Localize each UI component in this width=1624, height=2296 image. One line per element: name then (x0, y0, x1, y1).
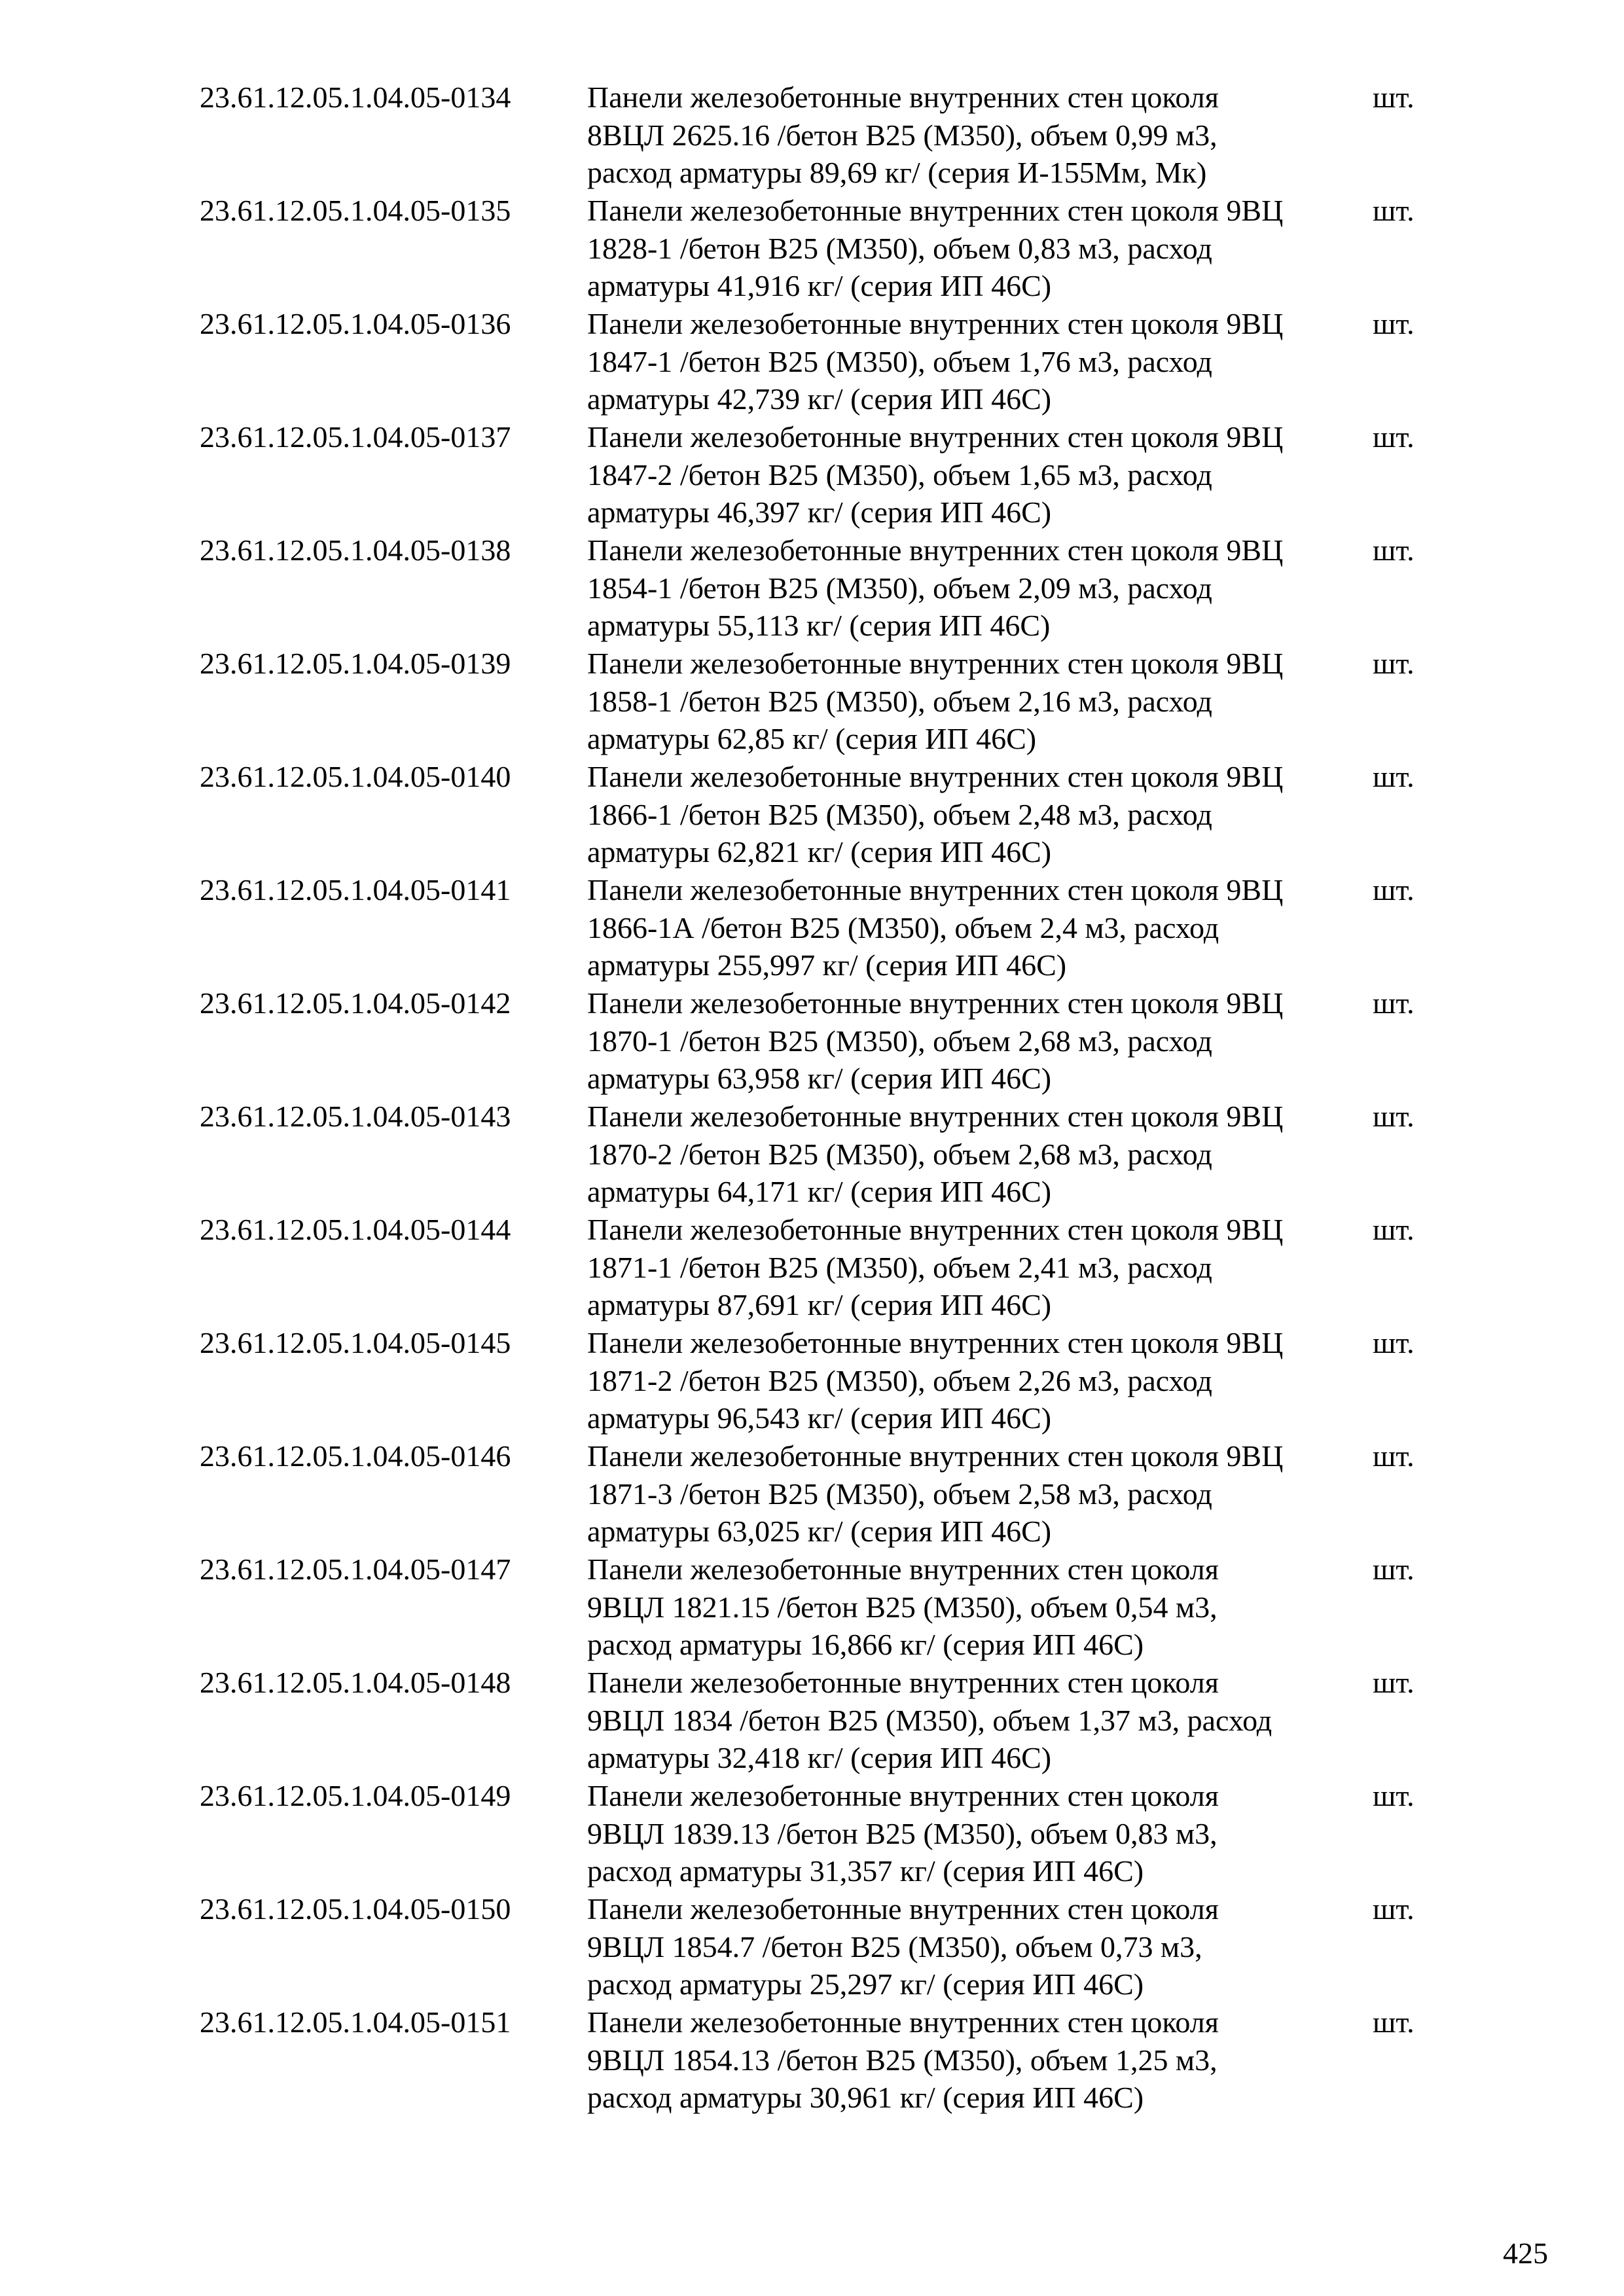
item-description (587, 2003, 1358, 2117)
list-item (200, 1324, 1443, 1437)
item-code: 23.61.12.05.1.04.05-0142 (200, 986, 511, 1020)
item-unit: шт. (1373, 194, 1415, 227)
item-description-line: Панели железобетонные внутренних стен цоколя (587, 1892, 1219, 1926)
item-unit: шт. (1373, 1439, 1415, 1473)
price-item-list (200, 79, 1443, 2117)
item-unit: шт. (1373, 533, 1415, 567)
item-unit: шт. (1373, 2005, 1415, 2039)
list-item (200, 1098, 1443, 1211)
item-description-line: арматуры 63,958 кг/ (серия ИП 46С) (587, 1062, 1052, 1096)
item-unit: шт. (1373, 647, 1415, 680)
item-description-line: Панели железобетонные внутренних стен цоколя (587, 1666, 1219, 1699)
item-description-line: арматуры 62,85 кг/ (серия ИП 46С) (587, 722, 1037, 756)
item-description-line: арматуры 63,025 кг/ (серия ИП 46С) (587, 1515, 1052, 1549)
item-description-line: 1858-1 /бетон В25 (М350), объем 2,16 м3, расход (587, 684, 1212, 718)
list-item (200, 531, 1443, 645)
list-item (200, 418, 1443, 531)
item-unit: шт. (1373, 81, 1415, 114)
item-description-line: 1866-1 /бетон В25 (М350), объем 2,48 м3, расход (587, 797, 1212, 831)
item-unit: шт. (1373, 420, 1415, 454)
item-description-line: 9ВЦЛ 1854.13 /бетон В25 (М350), объем 1,25 м3, (587, 2043, 1218, 2077)
item-description-line: арматуры 46,397 кг/ (серия ИП 46С) (587, 495, 1052, 529)
item-description-line: Панели железобетонные внутренних стен цоколя 9ВЦ (587, 873, 1284, 906)
item-description-line: Панели железобетонные внутренних стен цоколя 9ВЦ (587, 307, 1284, 340)
item-code: 23.61.12.05.1.04.05-0150 (200, 1892, 511, 1926)
item-description (587, 1664, 1358, 1777)
item-description-line: арматуры 255,997 кг/ (серия ИП 46С) (587, 948, 1067, 982)
item-unit: шт. (1373, 1326, 1415, 1359)
item-code: 23.61.12.05.1.04.05-0147 (200, 1552, 511, 1586)
item-description-line: Панели железобетонные внутренних стен цоколя (587, 2005, 1219, 2039)
list-item (200, 1437, 1443, 1551)
item-description-line: Панели железобетонные внутренних стен цоколя 9ВЦ (587, 533, 1284, 567)
item-description-line: расход арматуры 16,866 кг/ (серия ИП 46С) (587, 1628, 1144, 1662)
item-description-line: расход арматуры 30,961 кг/ (серия ИП 46С) (587, 2081, 1144, 2115)
item-description-line: Панели железобетонные внутренних стен цоколя 9ВЦ (587, 986, 1284, 1020)
item-description (587, 1777, 1358, 1890)
item-description-line: 9ВЦЛ 1834 /бетон В25 (М350), объем 1,37 м3, расход (587, 1703, 1272, 1737)
item-description-line: расход арматуры 89,69 кг/ (серия И-155Мм, Мк) (587, 156, 1207, 190)
item-description-line: расход арматуры 25,297 кг/ (серия ИП 46С) (587, 1967, 1144, 2001)
list-item (200, 79, 1443, 192)
item-description-line: Панели железобетонные внутренних стен цоколя 9ВЦ (587, 760, 1284, 793)
list-item (200, 305, 1443, 418)
item-description-line: расход арматуры 31,357 кг/ (серия ИП 46С) (587, 1854, 1144, 1888)
item-description (587, 1890, 1358, 2003)
item-description-line: арматуры 96,543 кг/ (серия ИП 46С) (587, 1401, 1052, 1435)
page-number: 425 (1503, 2236, 1548, 2270)
item-description (587, 531, 1358, 645)
item-description-line: 1847-1 /бетон В25 (М350), объем 1,76 м3, расход (587, 344, 1212, 378)
item-description-line: 1871-2 /бетон В25 (М350), объем 2,26 м3, расход (587, 1363, 1212, 1397)
item-unit: шт. (1373, 307, 1415, 340)
item-description-line: арматуры 32,418 кг/ (серия ИП 46С) (587, 1741, 1052, 1775)
list-item (200, 758, 1443, 871)
item-description-line: Панели железобетонные внутренних стен цоколя (587, 1552, 1219, 1586)
item-code: 23.61.12.05.1.04.05-0138 (200, 533, 511, 567)
item-description-line: арматуры 55,113 кг/ (серия ИП 46С) (587, 609, 1051, 643)
item-description-line: Панели железобетонные внутренних стен цоколя (587, 1779, 1219, 1812)
item-code: 23.61.12.05.1.04.05-0149 (200, 1779, 511, 1812)
list-item (200, 1551, 1443, 1664)
item-description (587, 1324, 1358, 1437)
item-description (587, 645, 1358, 758)
item-unit: шт. (1373, 1100, 1415, 1133)
item-description-line: 1854-1 /бетон В25 (М350), объем 2,09 м3, расход (587, 571, 1212, 605)
item-description-line: Панели железобетонные внутренних стен цоколя (587, 81, 1219, 114)
item-description-line: Панели железобетонные внутренних стен цоколя 9ВЦ (587, 647, 1284, 680)
list-item (200, 1211, 1443, 1324)
item-code: 23.61.12.05.1.04.05-0143 (200, 1100, 511, 1133)
item-code: 23.61.12.05.1.04.05-0136 (200, 307, 511, 340)
item-description (587, 1098, 1358, 1211)
list-item (200, 1777, 1443, 1890)
item-description-line: 1870-1 /бетон В25 (М350), объем 2,68 м3, расход (587, 1024, 1212, 1058)
item-code: 23.61.12.05.1.04.05-0134 (200, 81, 511, 114)
item-description-line: 1871-1 /бетон В25 (М350), объем 2,41 м3, расход (587, 1250, 1212, 1284)
list-item (200, 1890, 1443, 2003)
item-description-line: 9ВЦЛ 1854.7 /бетон В25 (М350), объем 0,73 м3, (587, 1929, 1202, 1964)
list-item (200, 645, 1443, 758)
item-description-line: Панели железобетонные внутренних стен цоколя 9ВЦ (587, 1326, 1284, 1359)
item-unit: шт. (1373, 1213, 1415, 1246)
item-code: 23.61.12.05.1.04.05-0145 (200, 1326, 511, 1359)
item-description (587, 1551, 1358, 1664)
item-description-line: арматуры 62,821 кг/ (серия ИП 46С) (587, 835, 1052, 869)
item-code: 23.61.12.05.1.04.05-0144 (200, 1213, 511, 1246)
item-description-line: 1871-3 /бетон В25 (М350), объем 2,58 м3, расход (587, 1477, 1212, 1511)
item-code: 23.61.12.05.1.04.05-0146 (200, 1439, 511, 1473)
item-code: 23.61.12.05.1.04.05-0135 (200, 194, 511, 227)
item-unit: шт. (1373, 1666, 1415, 1699)
item-unit: шт. (1373, 1892, 1415, 1926)
item-unit: шт. (1373, 1779, 1415, 1812)
item-description-line: 8ВЦЛ 2625.16 /бетон В25 (М350), объем 0,99 м3, (587, 118, 1218, 152)
item-code: 23.61.12.05.1.04.05-0137 (200, 420, 511, 454)
item-description-line: арматуры 41,916 кг/ (серия ИП 46С) (587, 269, 1052, 303)
item-description (587, 1437, 1358, 1551)
item-description-line: 1828-1 /бетон В25 (М350), объем 0,83 м3, расход (587, 231, 1212, 265)
item-description (587, 79, 1358, 192)
item-description (587, 418, 1358, 531)
item-description-line: арматуры 87,691 кг/ (серия ИП 46С) (587, 1288, 1052, 1322)
item-description-line: арматуры 42,739 кг/ (серия ИП 46С) (587, 382, 1052, 416)
item-description (587, 871, 1358, 984)
item-unit: шт. (1373, 986, 1415, 1020)
item-code: 23.61.12.05.1.04.05-0141 (200, 873, 511, 906)
item-description (587, 305, 1358, 418)
item-description (587, 984, 1358, 1098)
list-item (200, 871, 1443, 984)
item-description-line: Панели железобетонные внутренних стен цоколя 9ВЦ (587, 1439, 1284, 1473)
item-unit: шт. (1373, 1552, 1415, 1586)
list-item (200, 984, 1443, 1098)
item-description-line: 1847-2 /бетон В25 (М350), объем 1,65 м3, расход (587, 457, 1212, 492)
item-code: 23.61.12.05.1.04.05-0139 (200, 647, 511, 680)
item-description-line: 9ВЦЛ 1821.15 /бетон В25 (М350), объем 0,54 м3, (587, 1590, 1218, 1624)
item-description-line: 1866-1А /бетон В25 (М350), объем 2,4 м3, расход (587, 910, 1219, 944)
item-description-line: Панели железобетонные внутренних стен цоколя 9ВЦ (587, 194, 1284, 227)
item-code: 23.61.12.05.1.04.05-0148 (200, 1666, 511, 1699)
list-item (200, 2003, 1443, 2117)
item-description-line: 1870-2 /бетон В25 (М350), объем 2,68 м3, расход (587, 1137, 1212, 1171)
item-description-line: Панели железобетонные внутренних стен цоколя 9ВЦ (587, 420, 1284, 454)
item-unit: шт. (1373, 760, 1415, 793)
item-description (587, 1211, 1358, 1324)
item-description (587, 758, 1358, 871)
item-code: 23.61.12.05.1.04.05-0151 (200, 2005, 511, 2039)
list-item (200, 192, 1443, 305)
item-unit: шт. (1373, 873, 1415, 906)
list-item (200, 1664, 1443, 1777)
item-description-line: Панели железобетонные внутренних стен цоколя 9ВЦ (587, 1213, 1284, 1246)
item-description-line: Панели железобетонные внутренних стен цоколя 9ВЦ (587, 1100, 1284, 1133)
item-code: 23.61.12.05.1.04.05-0140 (200, 760, 511, 793)
item-description-line: арматуры 64,171 кг/ (серия ИП 46С) (587, 1175, 1052, 1209)
item-description (587, 192, 1358, 305)
item-description-line: 9ВЦЛ 1839.13 /бетон В25 (М350), объем 0,83 м3, (587, 1816, 1218, 1850)
